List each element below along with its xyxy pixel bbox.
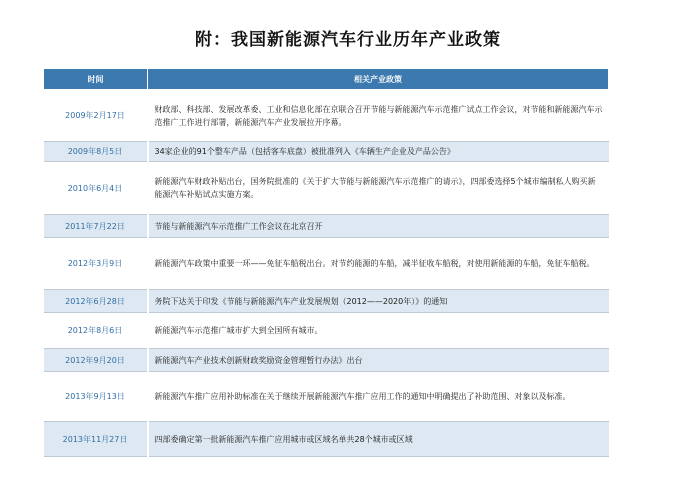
row-date: 2009年2月17日 [44, 90, 148, 142]
row-date: 2012年3月9日 [44, 238, 148, 290]
page-title: 附：我国新能源汽车行业历年产业政策 [195, 30, 501, 50]
row-date: 2010年6月4日 [44, 162, 148, 215]
row-policy: 四部委确定第一批新能源汽车推广应用城市或区域名单共28个城市或区域 [148, 422, 609, 457]
table-row [44, 349, 609, 372]
table-row [44, 313, 609, 349]
row-date: 2013年11月27日 [44, 422, 148, 457]
table-row [44, 372, 609, 422]
table-row [44, 238, 609, 290]
table-header-row [44, 69, 609, 90]
row-date: 2012年9月20日 [44, 349, 148, 372]
row-policy: 新能源汽车推广应用补助标准在关于继续开展新能源汽车推广应用工作的通知中明确提出了补助范围、对象以及标准。 [148, 372, 609, 422]
table-row [44, 290, 609, 313]
policy-column-header: 相关产业政策 [148, 69, 609, 90]
row-policy: 新能源汽车财政补贴出台，国务院批准的《关于扩大节能与新能源汽车示范推广的请示》，四部委选择5个城市编制私人购买新能源汽车补贴试点实施方案。 [148, 162, 609, 215]
row-date: 2013年9月13日 [44, 372, 148, 422]
row-policy: 新能源汽车示范推广城市扩大到全国所有城市。 [148, 313, 609, 349]
policy-table [43, 68, 609, 457]
table-row [44, 162, 609, 215]
table-row [44, 422, 609, 457]
table-row [44, 90, 609, 142]
date-column-header: 时间 [44, 69, 148, 90]
row-policy: 34家企业的91个整车产品（包括客车底盘）被批准列入《车辆生产企业及产品公告》 [148, 142, 609, 162]
row-date: 2012年8月6日 [44, 313, 148, 349]
row-policy: 务院下达关于印发《节能与新能源汽车产业发展规划（2012——2020年）》的通知 [148, 290, 609, 313]
row-policy: 新能源汽车产业技术创新财政奖励资金管理暂行办法》出台 [148, 349, 609, 372]
row-date: 2011年7月22日 [44, 215, 148, 238]
table-row [44, 215, 609, 238]
row-date: 2012年6月28日 [44, 290, 148, 313]
row-date: 2009年8月5日 [44, 142, 148, 162]
row-policy: 财政部、科技部、发展改革委、工业和信息化部在京联合召开节能与新能源汽车示范推广试点工作会议，对节能和新能源汽车示范推广工作进行部署，新能源汽车产业发展拉开序幕。 [148, 90, 609, 142]
row-policy: 新能源汽车政策中重要一环——免征车船税出台。对节约能源的车船，减半征收车船税，对使用新能源的车船，免征车船税。 [148, 238, 609, 290]
row-policy: 节能与新能源汽车示范推广工作会议在北京召开 [148, 215, 609, 238]
table-row [44, 142, 609, 162]
